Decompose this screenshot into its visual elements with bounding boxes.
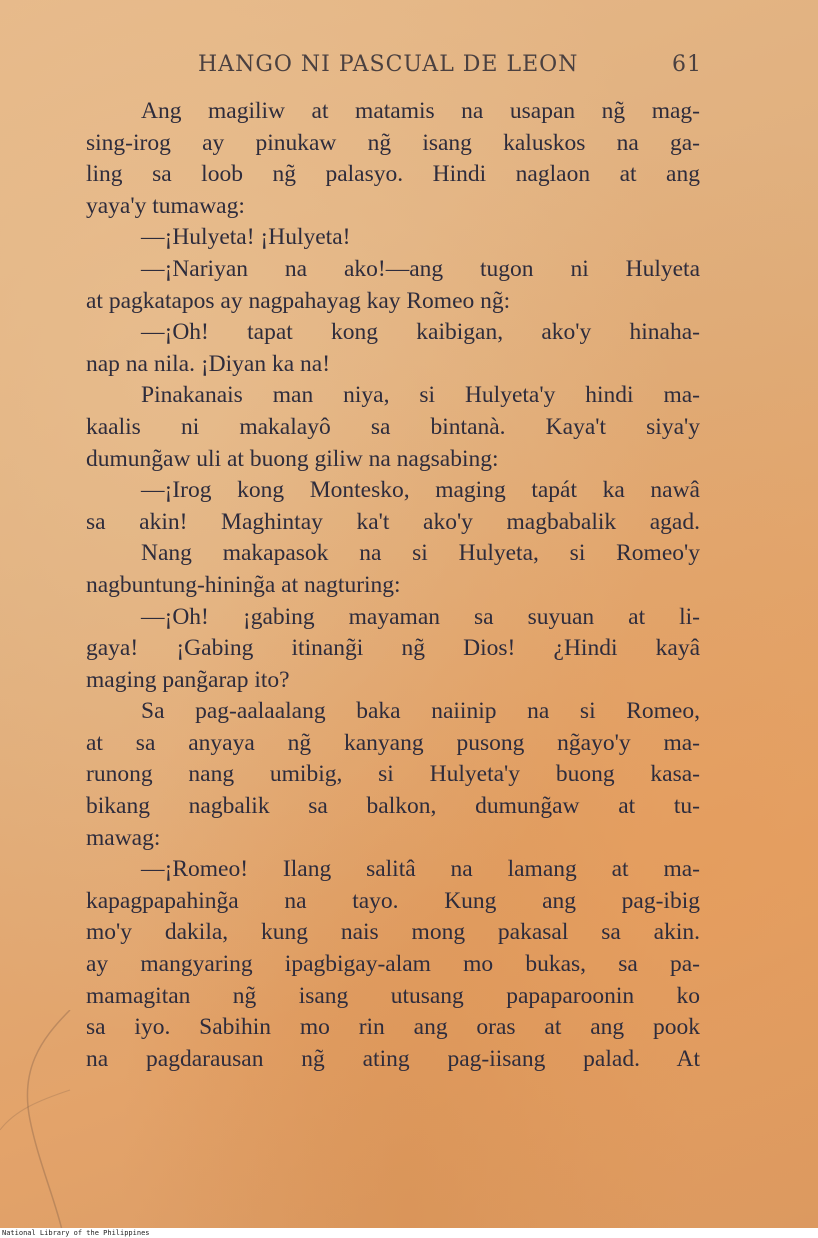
text-line: nap na nila. ¡Diyan ka na! bbox=[86, 350, 331, 377]
text-line: yaya'y tumawag: bbox=[86, 192, 245, 219]
body-text bbox=[86, 96, 700, 1075]
page-number: 61 bbox=[672, 52, 702, 77]
text-line: Sa pag-aalaalang baka naiinip na si Romeo, bbox=[141, 698, 700, 725]
text-line: ay mangyaring ipagbigay-alam mo bukas, sa pa- bbox=[86, 951, 700, 978]
text-line: at sa anyaya ng̃ kanyang pusong ng̃ayo'y ma- bbox=[86, 729, 700, 756]
text-line: ling sa loob ng̃ palasyo. Hindi naglaon at ang bbox=[86, 161, 700, 188]
text-line: sa akin! Maghintay ka't ako'y magbabalik agad. bbox=[86, 508, 700, 535]
text-line: dumung̃aw uli at buong giliw na nagsabing: bbox=[86, 445, 499, 472]
text-line: —¡Nariyan na ako!—ang tugon ni Hulyeta bbox=[141, 255, 700, 282]
page-footer bbox=[0, 1228, 818, 1238]
text-line: —¡Irog kong Montesko, maging tapát ka nawâ bbox=[141, 477, 700, 504]
text-line: kaalis ni makalayô sa bintanà. Kaya't siya'y bbox=[86, 413, 700, 440]
text-line: —¡Romeo! Ilang salitâ na lamang at ma- bbox=[141, 856, 700, 883]
text-line: mamagitan ng̃ isang utusang papaparoonin ko bbox=[86, 982, 700, 1009]
text-line: mawag: bbox=[86, 824, 161, 851]
paper-crease-mark bbox=[0, 1010, 90, 1230]
page-header bbox=[0, 50, 818, 90]
text-line: maging pang̃arap ito? bbox=[86, 666, 290, 693]
text-line: —¡Oh! ¡gabing mayaman sa suyuan at li- bbox=[141, 603, 700, 630]
text-line: nagbuntung-hining̃a at nagturing: bbox=[86, 571, 401, 598]
running-title: HANGO NI PASCUAL DE LEON bbox=[198, 52, 579, 77]
text-line: bikang nagbalik sa balkon, dumung̃aw at tu- bbox=[86, 793, 700, 820]
text-line: sing-irog ay pinukaw ng̃ isang kaluskos na ga- bbox=[86, 129, 700, 156]
text-line: runong nang umibig, si Hulyeta'y buong kasa- bbox=[86, 761, 700, 788]
text-line: gaya! ¡Gabing itinang̃i ng̃ Dios! ¿Hindi kayâ bbox=[86, 635, 700, 662]
text-line: kapagpapahing̃a na tayo. Kung ang pag-ibig bbox=[86, 887, 700, 914]
text-line: sa iyo. Sabihin mo rin ang oras at ang pook bbox=[86, 1014, 700, 1041]
text-line: Ang magiliw at matamis na usapan ng̃ mag- bbox=[141, 98, 700, 124]
text-line: Pinakanais man niya, si Hulyeta'y hindi ma- bbox=[141, 382, 700, 409]
library-credit: National Library of the Philippines bbox=[2, 1229, 150, 1237]
text-line: —¡Hulyeta! ¡Hulyeta! bbox=[141, 224, 351, 251]
text-line: mo'y dakila, kung nais mong pakasal sa akin. bbox=[86, 919, 700, 946]
text-line: Nang makapasok na si Hulyeta, si Romeo'y bbox=[141, 540, 700, 567]
text-line: at pagkatapos ay nagpahayag kay Romeo ng̃: bbox=[86, 287, 511, 314]
text-line: na pagdarausan ng̃ ating pag-iisang palad. At bbox=[86, 1045, 700, 1072]
text-line: —¡Oh! tapat kong kaibigan, ako'y hinaha- bbox=[141, 319, 700, 346]
